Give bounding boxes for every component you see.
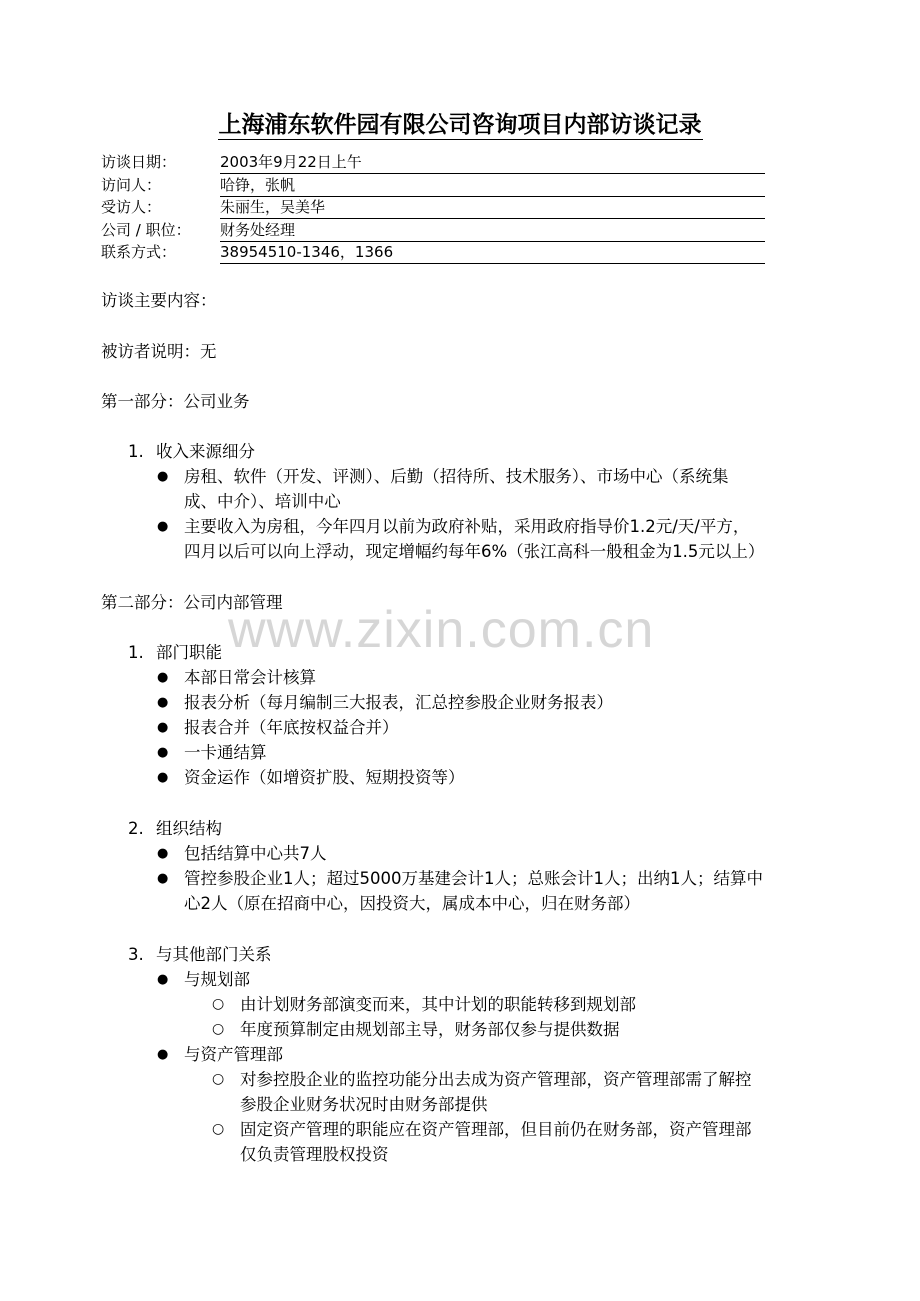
list-item — [0, 665, 920, 690]
meta-value-interviewees: 朱丽生，吴美华 — [220, 196, 765, 219]
bullet-text: 资金运作（如增资扩股、短期投资等） — [184, 768, 465, 787]
list-item — [0, 816, 920, 841]
bullet-icon: ● — [157, 670, 169, 685]
list-item — [0, 740, 920, 765]
list-number: 1. — [128, 442, 144, 461]
circle-bullet-icon: ○ — [212, 1071, 225, 1087]
part1-heading: 第一部分：公司业务 — [101, 392, 250, 411]
list-item — [0, 514, 920, 564]
bullet-icon: ● — [157, 519, 169, 534]
list-item — [0, 866, 920, 916]
bullet-icon: ● — [157, 871, 169, 886]
list-item-title: 收入来源细分 — [156, 442, 255, 461]
document-title: 上海浦东软件园有限公司咨询项目内部访谈记录 — [218, 112, 702, 138]
list-item — [0, 942, 920, 967]
list-item — [0, 992, 920, 1017]
bullet-text: 报表分析（每月编制三大报表，汇总控参股企业财务报表） — [184, 693, 613, 712]
list-item — [0, 1042, 920, 1067]
meta-value-contact: 38954510-1346，1366 — [220, 241, 765, 264]
meta-label: 受访人： — [101, 198, 162, 217]
list-item — [0, 1067, 920, 1117]
list-item-title: 组织结构 — [156, 819, 222, 838]
sub-bullet-text: 年度预算制定由规划部主导，财务部仅参与提供数据 — [240, 1020, 620, 1039]
bullet-icon: ● — [157, 695, 169, 710]
interviewee-note: 被访者说明：无 — [101, 342, 217, 361]
bullet-text: 报表合并（年底按权益合并） — [184, 718, 399, 737]
list-item-title: 部门职能 — [156, 643, 222, 662]
list-item — [0, 439, 920, 464]
bullet-icon: ● — [157, 745, 169, 760]
bullet-icon: ● — [157, 720, 169, 735]
list-number: 3. — [128, 945, 144, 964]
bullet-text: 管控参股企业1人；超过5000万基建会计1人；总账会计1人；出纳1人；结算中 心2人（原在招商中心，因投资大，属成本中心，归在财务部） — [184, 869, 763, 913]
list-item — [0, 1117, 920, 1167]
bullet-text: 房租、软件（开发、评测）、后勤（招待所、技术服务）、市场中心（系统集 成、中介）、培训中心 — [184, 467, 729, 511]
bullet-text: 本部日常会计核算 — [184, 668, 316, 687]
circle-bullet-icon: ○ — [212, 1121, 225, 1137]
circle-bullet-icon: ○ — [212, 996, 225, 1012]
circle-bullet-icon: ○ — [212, 1021, 225, 1037]
meta-label: 公司 / 职位： — [101, 220, 191, 239]
list-item — [0, 464, 920, 514]
watermark: www.zixin.com.cn — [228, 601, 655, 659]
bullet-icon: ● — [157, 1047, 169, 1062]
list-item — [0, 1017, 920, 1042]
list-item — [0, 841, 920, 866]
bullet-icon: ● — [157, 469, 169, 484]
bullet-text: 与规划部 — [184, 970, 250, 989]
bullet-icon: ● — [157, 770, 169, 785]
bullet-text: 主要收入为房租，今年四月以前为政府补贴，采用政府指导价1.2元/天/平方， 四月以后可以向上浮动，现定增幅约每年6%（张江高科一般租金为1.5元以上） — [184, 517, 765, 561]
bullet-text: 一卡通结算 — [184, 743, 267, 762]
meta-label: 联系方式： — [101, 243, 177, 262]
sub-bullet-text: 由计划财务部演变而来，其中计划的职能转移到规划部 — [240, 995, 636, 1014]
list-item — [0, 967, 920, 992]
meta-value-interviewers: 哈铮，张帆 — [220, 174, 765, 197]
list-item — [0, 765, 920, 790]
sub-bullet-text: 对参控股企业的监控功能分出去成为资产管理部，资产管理部需了解控 参股企业财务状况时由财务部提供 — [240, 1070, 752, 1114]
meta-value-date: 2003年9月22日上午 — [220, 151, 765, 174]
part2-heading: 第二部分：公司内部管理 — [101, 593, 283, 612]
meta-label: 访问人： — [101, 175, 162, 194]
list-item-title: 与其他部门关系 — [156, 945, 272, 964]
list-item — [0, 690, 920, 715]
sub-bullet-text: 固定资产管理的职能应在资产管理部，但目前仍在财务部，资产管理部 仅负责管理股权投资 — [240, 1120, 752, 1164]
meta-label: 访谈日期： — [101, 153, 177, 171]
list-number: 2. — [128, 819, 144, 838]
list-number: 1. — [128, 643, 144, 662]
main-content-label: 访谈主要内容： — [101, 291, 217, 310]
bullet-icon: ● — [157, 846, 169, 861]
list-item — [0, 715, 920, 740]
bullet-text: 与资产管理部 — [184, 1045, 283, 1064]
meta-value-position: 财务处经理 — [220, 219, 765, 242]
bullet-icon: ● — [157, 972, 169, 987]
bullet-text: 包括结算中心共7人 — [184, 844, 327, 863]
